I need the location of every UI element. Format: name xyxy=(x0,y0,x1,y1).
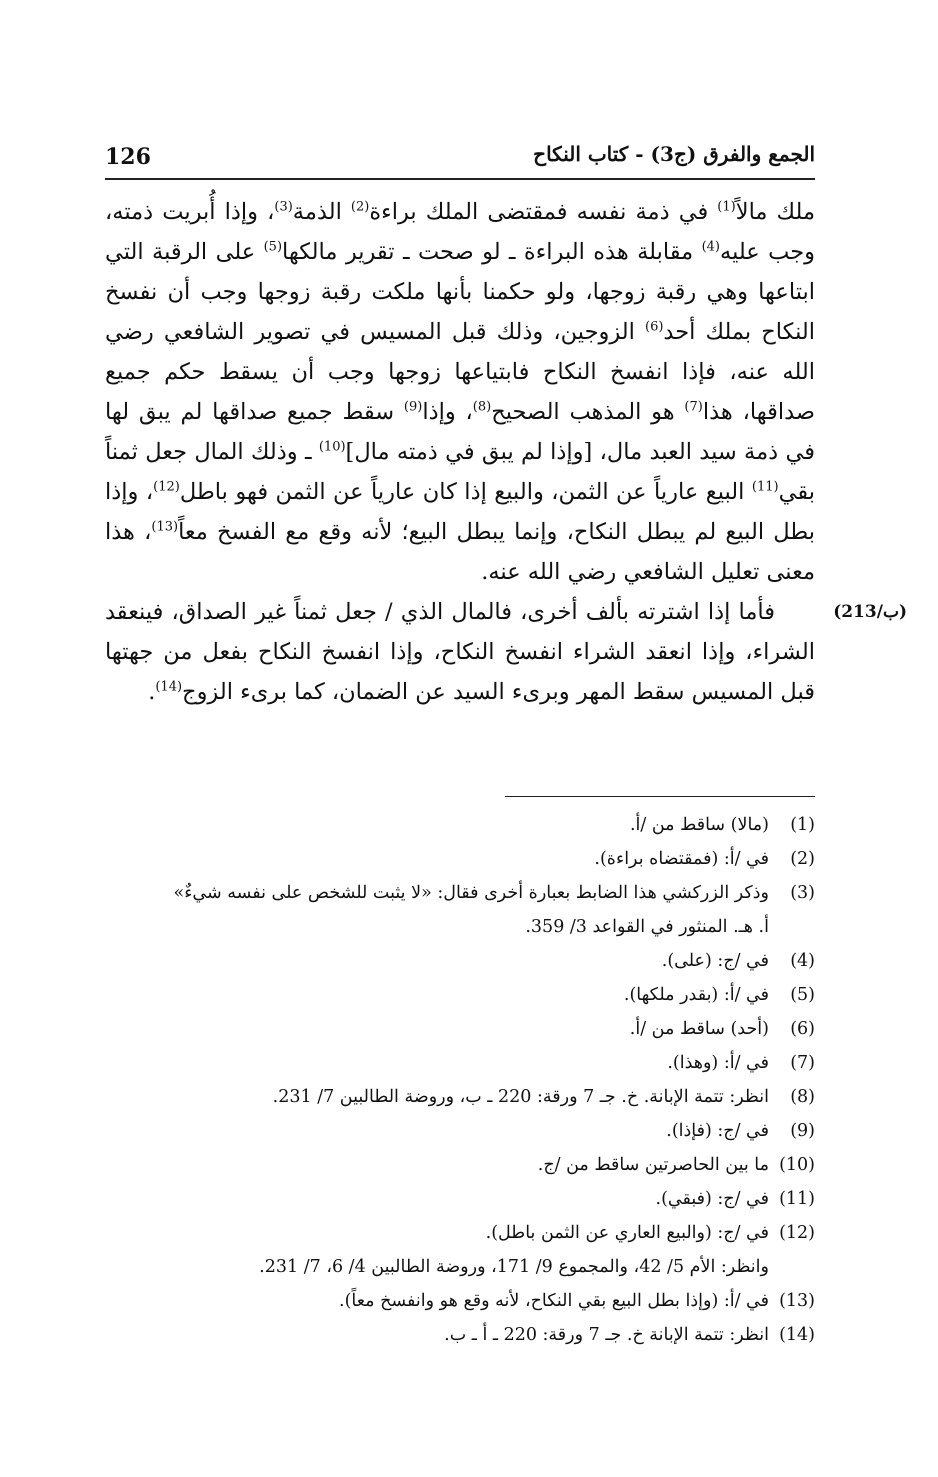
footnote-text xyxy=(105,1046,769,1080)
footnote-line: في /ج: (والبيع العاري عن الثمن باطل). xyxy=(485,1223,769,1243)
footnote-number: (13) xyxy=(779,1291,815,1311)
text-run: ملك مالاً xyxy=(735,199,816,225)
footnote xyxy=(105,944,815,978)
text-run: ، وإذا xyxy=(422,399,473,425)
footnote-text xyxy=(105,1284,769,1318)
footnote xyxy=(105,978,815,1012)
footnote xyxy=(105,1148,815,1182)
footnote xyxy=(105,842,815,876)
footnote-number: (14) xyxy=(779,1325,815,1345)
footnote xyxy=(105,808,815,842)
footnote-number: (11) xyxy=(779,1189,815,1209)
footnote-line: في /أ: (وهذا). xyxy=(667,1053,769,1073)
footnote xyxy=(105,1012,815,1046)
footnote xyxy=(105,1216,815,1284)
footnote-ref: (12) xyxy=(153,479,180,495)
footnote-text xyxy=(105,1216,769,1284)
footnote xyxy=(105,876,815,944)
footnote-number: (7) xyxy=(790,1053,815,1073)
footnote-ref: (10) xyxy=(318,439,346,455)
text-run: على الرقبة التي ابتاعها وهي رقبة زوجها، ولو حكمنا بأنها ملكت رقبة زوجها وجب أن نفسخ النكاح بملك أحد xyxy=(105,239,815,345)
footnote-ref: (4) xyxy=(701,239,720,255)
footnote-number: (2) xyxy=(790,849,815,869)
footnote-ref: (1) xyxy=(717,199,736,215)
footnote-number: (3) xyxy=(790,883,815,903)
footnote-ref: (11) xyxy=(751,479,779,495)
footnote-text xyxy=(105,1012,769,1046)
text-run: مقابلة هذه البراءة ـ لو صحت ـ تقرير مالكها xyxy=(282,239,702,265)
footnote-number: (1) xyxy=(790,815,815,835)
footnote-line: في /أ: (بقدر ملكها). xyxy=(623,985,769,1005)
footnote-text xyxy=(105,1148,769,1182)
footnote-text xyxy=(105,1114,769,1148)
footnote-line: ما بين الحاصرتين ساقط من /ج. xyxy=(537,1155,769,1175)
footnote-text xyxy=(105,1182,769,1216)
footnote-separator xyxy=(505,796,815,797)
footnote-ref: (13) xyxy=(151,519,179,535)
paragraph-2 xyxy=(105,592,907,712)
footnote-number: (4) xyxy=(790,951,815,971)
footnote xyxy=(105,1046,815,1080)
footnote-text xyxy=(105,842,769,876)
text-run: الزوجين، وذلك قبل المسيس في تصوير الشافعي رضي الله عنه، فإذا انفسخ النكاح فابتياعها زوجها وجب أن يسقط حكم جميع صداقها، هذا xyxy=(105,319,815,425)
text-run: سقط جميع صداقها لم يبق لها في ذمة سيد العبد مال، [وإذا لم يبق في ذمته مال] xyxy=(105,399,815,465)
footnote-text xyxy=(105,978,769,1012)
body-text xyxy=(105,192,907,712)
footnote xyxy=(105,1284,815,1318)
margin-reference: (213/ب) xyxy=(833,602,907,622)
footnote-ref: (6) xyxy=(644,319,664,335)
text-run: ـ وذلك المال جعل ثمناً بقي xyxy=(105,439,815,505)
footnote-text xyxy=(105,1318,769,1352)
text-run: في ذمة نفسه فمقتضى الملك براءة xyxy=(369,199,718,225)
footnote-line: في /أ: (وإذا بطل البيع بقي النكاح، لأنه وقع هو وانفسخ معاً). xyxy=(339,1291,769,1311)
footnote-number: (8) xyxy=(790,1087,815,1107)
footnote-ref: (9) xyxy=(403,399,423,415)
footnote-text xyxy=(105,1080,769,1114)
footnote-text xyxy=(105,876,769,944)
text-run: الذمة xyxy=(292,199,351,225)
footnote-number: (12) xyxy=(779,1223,815,1243)
footnote-line: وانظر: الأم 5/ 42، والمجموع 9/ 171، وروضة الطالبين 4/ 6، 7/ 231. xyxy=(259,1257,769,1277)
text-run: فأما إذا اشترته بألف أخرى، فالمال الذي / جعل ثمناً غير الصداق، فينعقد الشراء، وإذا انعقد الشراء انفسخ النكاح، وإذا انفسخ النكاح بفعل من جهتها قبل المسيس سقط المهر وبرىء السيد عن الضمان، كما برىء الزوج xyxy=(105,599,815,705)
text-run: . xyxy=(148,679,156,705)
footnote-text xyxy=(105,808,769,842)
footnote-ref: (2) xyxy=(350,199,370,215)
footnote-line: في /ج: (فإذا). xyxy=(666,1121,769,1141)
footnote-number: (9) xyxy=(790,1121,815,1141)
footnote-line: انظر: تتمة الإبانة. خ. جـ 7 ورقة: 220 ـ ب، وروضة الطالبين 7/ 231. xyxy=(272,1087,769,1107)
footnote-line: وذكر الزركشي هذا الضابط بعبارة أخرى فقال: «لا يثبت للشخص على نفسه شيءٌ» xyxy=(173,883,769,903)
footnote-line: انظر: تتمة الإبانة خ. جـ 7 ورقة: 220 ـ أ ـ ب. xyxy=(444,1325,769,1345)
footnote-ref: (8) xyxy=(472,399,492,415)
footnotes xyxy=(105,808,815,1352)
footnote-ref: (7) xyxy=(684,399,703,415)
footnote-ref: (14) xyxy=(155,679,183,695)
text-run: ، وإذا بطل البيع لم يبطل النكاح، وإنما يبطل البيع؛ لأنه وقع مع الفسخ معاً xyxy=(105,479,815,545)
footnote xyxy=(105,1182,815,1216)
footnote-line: في /ج: (فبقي). xyxy=(655,1189,769,1209)
footnote-ref: (5) xyxy=(263,239,283,255)
text-run: البيع عارياً عن الثمن، والبيع إذا كان عارياً عن الثمن فهو باطل xyxy=(179,479,752,505)
footnote-text xyxy=(105,944,769,978)
footnote-line: (مالا) ساقط من /أ. xyxy=(629,815,769,835)
text-run: ، وإذا أُبريت ذمته، وجب عليه xyxy=(105,199,815,265)
running-title: الجمع والفرق (ج3) - كتاب النكاح xyxy=(533,142,815,166)
footnote-number: (10) xyxy=(779,1155,815,1175)
text-run: هو المذهب الصحيح xyxy=(491,399,685,425)
footnote-line: في /ج: (على). xyxy=(661,951,769,971)
page-number: 126 xyxy=(105,144,151,170)
footnote-number: (5) xyxy=(790,985,815,1005)
text-run: ، هذا معنى تعليل الشافعي رضي الله عنه. xyxy=(105,519,815,585)
footnote xyxy=(105,1318,815,1352)
footnote-number: (6) xyxy=(790,1019,815,1039)
footnote-line: أ. هـ. المنثور في القواعد 3/ 359. xyxy=(525,917,769,937)
footnote-line: (أحد) ساقط من /أ. xyxy=(629,1019,769,1039)
footnote-ref: (3) xyxy=(274,199,293,215)
footnote-line: في /أ: (فمقتضاه براءة). xyxy=(594,849,769,869)
paragraph-1 xyxy=(105,192,815,592)
page-header xyxy=(105,138,815,180)
footnote xyxy=(105,1114,815,1148)
footnote xyxy=(105,1080,815,1114)
